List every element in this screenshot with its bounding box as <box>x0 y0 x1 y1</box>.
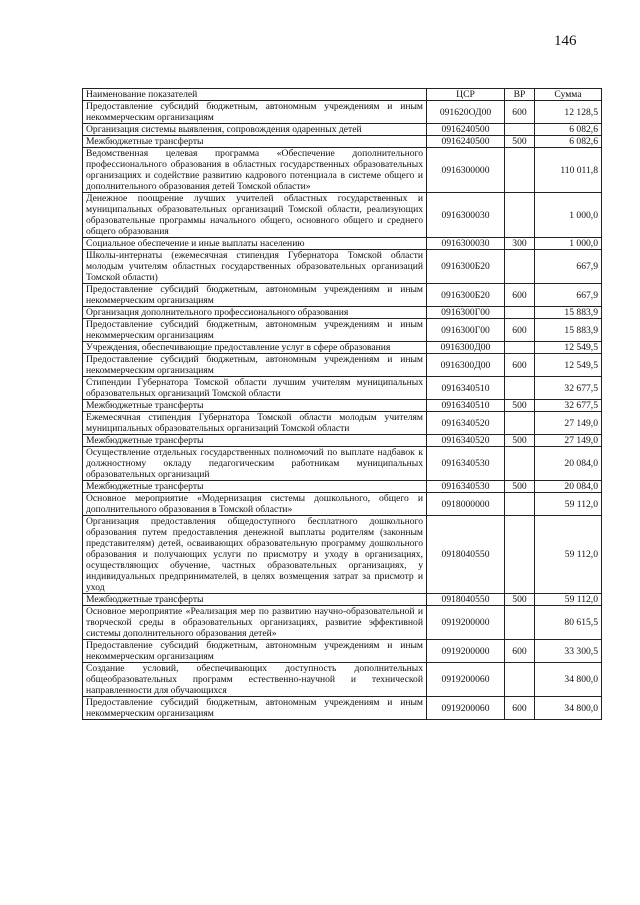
row-sum-cell: 15 883,9 <box>535 307 602 319</box>
row-csr-cell: 0918000000 <box>427 493 505 516</box>
row-vr-cell: 600 <box>505 354 535 377</box>
row-name-cell: Организация системы выявления, сопровождения одаренных детей <box>83 124 427 136</box>
row-vr-cell: 600 <box>505 284 535 307</box>
row-csr-cell: 0916240500 <box>427 136 505 148</box>
row-sum-cell: 110 011,8 <box>535 148 602 193</box>
row-sum-cell: 80 615,5 <box>535 606 602 640</box>
row-csr-cell: 0916340530 <box>427 447 505 481</box>
table-row <box>83 516 602 594</box>
row-vr-cell <box>505 412 535 435</box>
row-csr-cell: 0916340520 <box>427 435 505 447</box>
row-vr-cell <box>505 307 535 319</box>
table-row <box>83 412 602 435</box>
row-csr-cell: 0919200060 <box>427 697 505 720</box>
row-csr-cell: 0918040550 <box>427 594 505 606</box>
row-name-cell: Межбюджетные трансферты <box>83 481 427 493</box>
table-row <box>83 284 602 307</box>
row-csr-cell: 0916240500 <box>427 124 505 136</box>
row-sum-cell: 667,9 <box>535 250 602 284</box>
row-vr-cell <box>505 250 535 284</box>
row-sum-cell: 1 000,0 <box>535 238 602 250</box>
row-vr-cell: 600 <box>505 101 535 124</box>
budget-table <box>82 88 602 720</box>
row-name-cell: Социальное обеспечение и иные выплаты населению <box>83 238 427 250</box>
row-name-cell: Межбюджетные трансферты <box>83 594 427 606</box>
table-row <box>83 606 602 640</box>
row-vr-cell <box>505 493 535 516</box>
table-body <box>83 101 602 720</box>
row-csr-cell: 0916300Д00 <box>427 354 505 377</box>
row-sum-cell: 27 149,0 <box>535 412 602 435</box>
row-vr-cell: 500 <box>505 136 535 148</box>
header-csr: ЦСР <box>427 89 505 101</box>
header-vr: ВР <box>505 89 535 101</box>
row-vr-cell: 300 <box>505 238 535 250</box>
table-header-row <box>83 89 602 101</box>
table-row <box>83 435 602 447</box>
table-row <box>83 307 602 319</box>
table-row <box>83 594 602 606</box>
row-csr-cell: 0916300Д00 <box>427 342 505 354</box>
row-csr-cell: 0916340510 <box>427 377 505 400</box>
row-csr-cell: 0919200000 <box>427 640 505 663</box>
row-csr-cell: 0916300Б20 <box>427 284 505 307</box>
row-sum-cell: 59 112,0 <box>535 594 602 606</box>
row-vr-cell: 500 <box>505 594 535 606</box>
row-name-cell: Предоставление субсидий бюджетным, автономным учреждениям и иным некоммерческим организациям <box>83 640 427 663</box>
row-vr-cell <box>505 377 535 400</box>
row-name-cell: Основное мероприятие «Реализация мер по развитию научно-образовательной и творческой среды в образовательных организациях, развитие эффективной системы дополнительного образования детей» <box>83 606 427 640</box>
row-sum-cell: 33 300,5 <box>535 640 602 663</box>
row-vr-cell <box>505 148 535 193</box>
row-name-cell: Предоставление субсидий бюджетным, автономным учреждениям и иным некоммерческим организациям <box>83 284 427 307</box>
table-row <box>83 697 602 720</box>
row-sum-cell: 20 084,0 <box>535 447 602 481</box>
row-vr-cell: 600 <box>505 640 535 663</box>
row-csr-cell: 0919200060 <box>427 663 505 697</box>
row-sum-cell: 59 112,0 <box>535 493 602 516</box>
row-sum-cell: 59 112,0 <box>535 516 602 594</box>
row-vr-cell <box>505 447 535 481</box>
row-name-cell: Организация предоставления общедоступного бесплатного дошкольного образования путем предоставления денежной выплаты родителям (законным представителям) детей, осваивающих образовательную программу дошкольного образования и получающих услуги по присмотру и уходу в организациях, осуществляющих обучение, частных образовательных организациях, у индивидуальных предпринимателей, в целях возмещения затрат за присмотр и уход <box>83 516 427 594</box>
table-row <box>83 400 602 412</box>
row-vr-cell <box>505 342 535 354</box>
table-row <box>83 101 602 124</box>
row-vr-cell: 500 <box>505 481 535 493</box>
header-name: Наименование показателей <box>83 89 427 101</box>
row-name-cell: Организация дополнительного профессионального образования <box>83 307 427 319</box>
row-csr-cell: 0916300Г00 <box>427 307 505 319</box>
table-row <box>83 640 602 663</box>
row-vr-cell <box>505 606 535 640</box>
row-sum-cell: 32 677,5 <box>535 400 602 412</box>
row-csr-cell: 0919200000 <box>427 606 505 640</box>
row-sum-cell: 20 084,0 <box>535 481 602 493</box>
row-name-cell: Предоставление субсидий бюджетным, автономным учреждениям и иным некоммерческим организациям <box>83 101 427 124</box>
row-name-cell: Основное мероприятие «Модернизация системы дошкольного, общего и дополнительного образования в Томской области» <box>83 493 427 516</box>
header-sum: Сумма <box>535 89 602 101</box>
page-number: 146 <box>554 33 577 49</box>
row-name-cell: Создание условий, обеспечивающих доступность дополнительных общеобразовательных программ естественно-научной и технической направленности для обучающихся <box>83 663 427 697</box>
row-name-cell: Предоставление субсидий бюджетным, автономным учреждениям и иным некоммерческим организациям <box>83 319 427 342</box>
table-row <box>83 124 602 136</box>
row-sum-cell: 32 677,5 <box>535 377 602 400</box>
row-name-cell: Школы-интернаты (ежемесячная стипендия Губернатора Томской области молодым учителям областных государственных образовательных организаций Томской области) <box>83 250 427 284</box>
table-row <box>83 663 602 697</box>
row-name-cell: Ведомственная целевая программа «Обеспечение дополнительного профессионального образования в областных государственных образовательных организациях и содействие развитию кадрового потенциала в системе общего и дополнительного образования детей Томской области» <box>83 148 427 193</box>
row-csr-cell: 0916300030 <box>427 193 505 238</box>
row-vr-cell <box>505 663 535 697</box>
row-name-cell: Предоставление субсидий бюджетным, автономным учреждениям и иным некоммерческим организациям <box>83 354 427 377</box>
row-sum-cell: 1 000,0 <box>535 193 602 238</box>
row-csr-cell: 0918040550 <box>427 516 505 594</box>
row-name-cell: Предоставление субсидий бюджетным, автономным учреждениям и иным некоммерческим организациям <box>83 697 427 720</box>
table-row <box>83 342 602 354</box>
row-vr-cell: 600 <box>505 697 535 720</box>
table-row <box>83 481 602 493</box>
table-row <box>83 493 602 516</box>
row-name-cell: Межбюджетные трансферты <box>83 136 427 148</box>
table-row <box>83 377 602 400</box>
row-vr-cell <box>505 124 535 136</box>
row-csr-cell: 0916300Б20 <box>427 250 505 284</box>
row-csr-cell: 0916340530 <box>427 481 505 493</box>
row-sum-cell: 12 549,5 <box>535 354 602 377</box>
row-csr-cell: 0916340510 <box>427 400 505 412</box>
row-vr-cell <box>505 516 535 594</box>
row-sum-cell: 667,9 <box>535 284 602 307</box>
table-row <box>83 148 602 193</box>
table-row <box>83 447 602 481</box>
row-name-cell: Межбюджетные трансферты <box>83 435 427 447</box>
row-sum-cell: 34 800,0 <box>535 697 602 720</box>
table-row <box>83 354 602 377</box>
row-vr-cell: 600 <box>505 319 535 342</box>
row-sum-cell: 6 082,6 <box>535 136 602 148</box>
row-vr-cell <box>505 193 535 238</box>
row-csr-cell: 0916340520 <box>427 412 505 435</box>
row-vr-cell: 500 <box>505 400 535 412</box>
row-sum-cell: 27 149,0 <box>535 435 602 447</box>
row-name-cell: Ежемесячная стипендия Губернатора Томской области молодым учителям муниципальных образовательных организаций Томской области <box>83 412 427 435</box>
row-sum-cell: 6 082,6 <box>535 124 602 136</box>
row-csr-cell: 091620ОД00 <box>427 101 505 124</box>
row-csr-cell: 0916300Г00 <box>427 319 505 342</box>
row-csr-cell: 0916300030 <box>427 238 505 250</box>
row-name-cell: Стипендии Губернатора Томской области лучшим учителям муниципальных образовательных организаций Томской области <box>83 377 427 400</box>
row-sum-cell: 12 549,5 <box>535 342 602 354</box>
row-name-cell: Денежное поощрение лучших учителей областных государственных и муниципальных образовательных организаций Томской области, реализующих образовательные программы начального общего, основного общего и среднего общего образования <box>83 193 427 238</box>
table-row <box>83 319 602 342</box>
table-row <box>83 136 602 148</box>
row-name-cell: Учреждения, обеспечивающие предоставление услуг в сфере образования <box>83 342 427 354</box>
row-csr-cell: 0916300000 <box>427 148 505 193</box>
row-vr-cell: 500 <box>505 435 535 447</box>
row-name-cell: Межбюджетные трансферты <box>83 400 427 412</box>
table-row <box>83 238 602 250</box>
row-sum-cell: 34 800,0 <box>535 663 602 697</box>
table-row <box>83 250 602 284</box>
row-sum-cell: 12 128,5 <box>535 101 602 124</box>
row-name-cell: Осуществление отдельных государственных полномочий по выплате надбавок к должностному окладу педагогическим работникам муниципальных образовательных организаций <box>83 447 427 481</box>
table-row <box>83 193 602 238</box>
row-sum-cell: 15 883,9 <box>535 319 602 342</box>
